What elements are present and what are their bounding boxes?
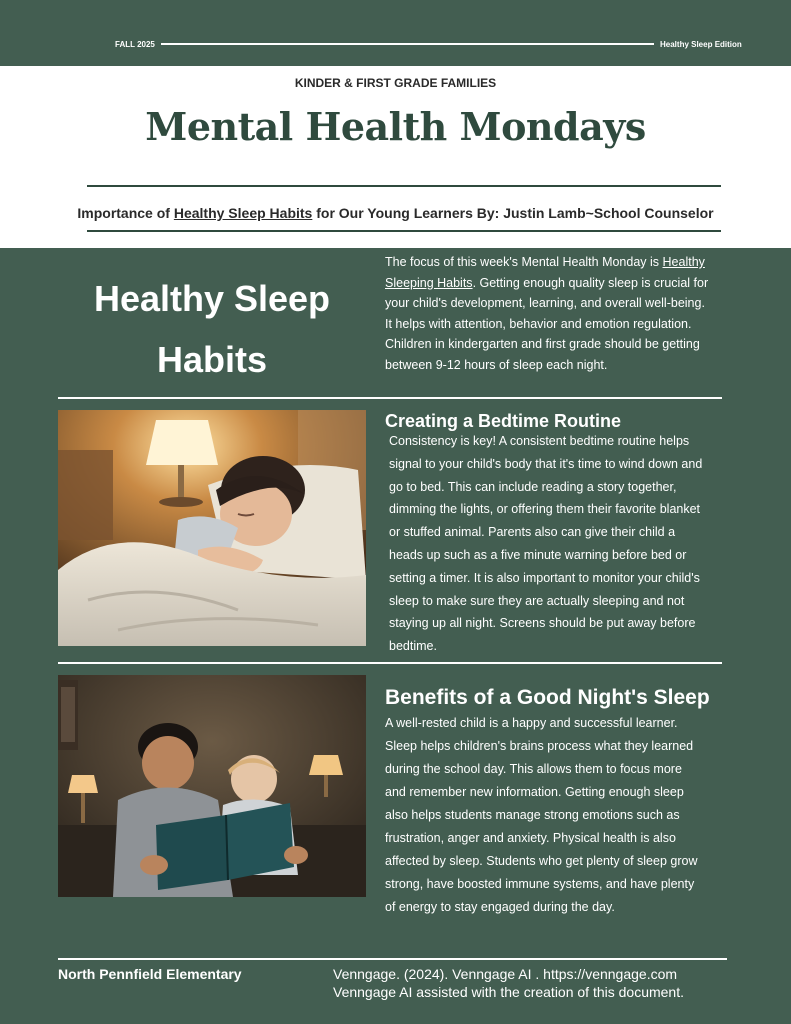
subtitle-post: for Our Young Learners By: Justin Lamb~School Counselor bbox=[312, 205, 714, 221]
section2-heading: Benefits of a Good Night's Sleep bbox=[385, 686, 710, 709]
credits bbox=[333, 965, 684, 1001]
sleeping-child-illustration bbox=[58, 410, 366, 646]
subtitle-link[interactable]: Healthy Sleep Habits bbox=[173, 205, 313, 221]
header-rule-bottom bbox=[87, 230, 721, 232]
credit-line-1[interactable]: Venngage. (2024). Venngage AI . https://venngage.com bbox=[333, 966, 678, 982]
school-name: North Pennfield Elementary bbox=[58, 966, 242, 982]
top-rule bbox=[161, 43, 654, 45]
section1-body: Consistency is key! A consistent bedtime routine helps signal to your child's body that it's time to wind down and go to bed. This can include reading a story together, dimming the lights, or offering them their favorite blanket or stuffed animal. Parents also can give their child a heads up such as a five minute warning before bed or setting a timer. It is also important to monitor your child's sleep to make sure they are actually sleeping and not staying up all night. Screens should be put away before bedtime. bbox=[389, 434, 703, 654]
intro-text bbox=[385, 252, 715, 375]
divider-2 bbox=[58, 662, 722, 664]
intro-text-pre: The focus of this week's Mental Health Monday is bbox=[385, 255, 663, 269]
intro-text-post: . Getting enough quality sleep is crucial for your child's development, learning, and overall well-being. It helps with attention, behavior and emotion regulation. Children in kindergarten and first grade should be getting between 9-12 hours of sleep each night. bbox=[385, 275, 709, 372]
season-label: FALL 2025 bbox=[115, 40, 155, 49]
edition-label: Healthy Sleep Edition bbox=[660, 40, 742, 49]
page-title: Mental Health Mondays bbox=[145, 104, 646, 149]
intro-text-link[interactable]: Healthy Sleeping Habits bbox=[385, 255, 705, 290]
divider-1 bbox=[58, 397, 722, 399]
divider-3 bbox=[58, 958, 727, 960]
subtitle bbox=[0, 205, 791, 221]
intro-title-line1: Healthy Sleep bbox=[93, 278, 331, 319]
top-bar bbox=[0, 0, 791, 66]
section2-body: A well-rested child is a happy and successful learner. Sleep helps children's brains process what they learned during the school day. This allows them to focus more and remember new information. Getting enough sleep also helps students manage strong emotions such as frustration, anger and anxiety. Physical health is also affected by sleep. Students who get plenty of sleep grow strong, have boosted immune systems, and have plenty of energy to stay engaged during the day. bbox=[385, 716, 698, 914]
subtitle-pre: Importance of bbox=[77, 205, 174, 221]
section1-heading: Creating a Bedtime Routine bbox=[385, 411, 622, 431]
intro-title-line2: Habits bbox=[156, 339, 268, 380]
header bbox=[0, 66, 791, 248]
reading-photo bbox=[58, 675, 366, 897]
credit-line-2: Venngage AI assisted with the creation of this document. bbox=[333, 984, 684, 1000]
audience-label: KINDER & FIRST GRADE FAMILIES bbox=[294, 76, 497, 90]
header-rule-top bbox=[87, 185, 721, 187]
intro-title bbox=[58, 268, 366, 390]
reading-illustration bbox=[58, 675, 366, 897]
sleeping-child-photo bbox=[58, 410, 366, 646]
